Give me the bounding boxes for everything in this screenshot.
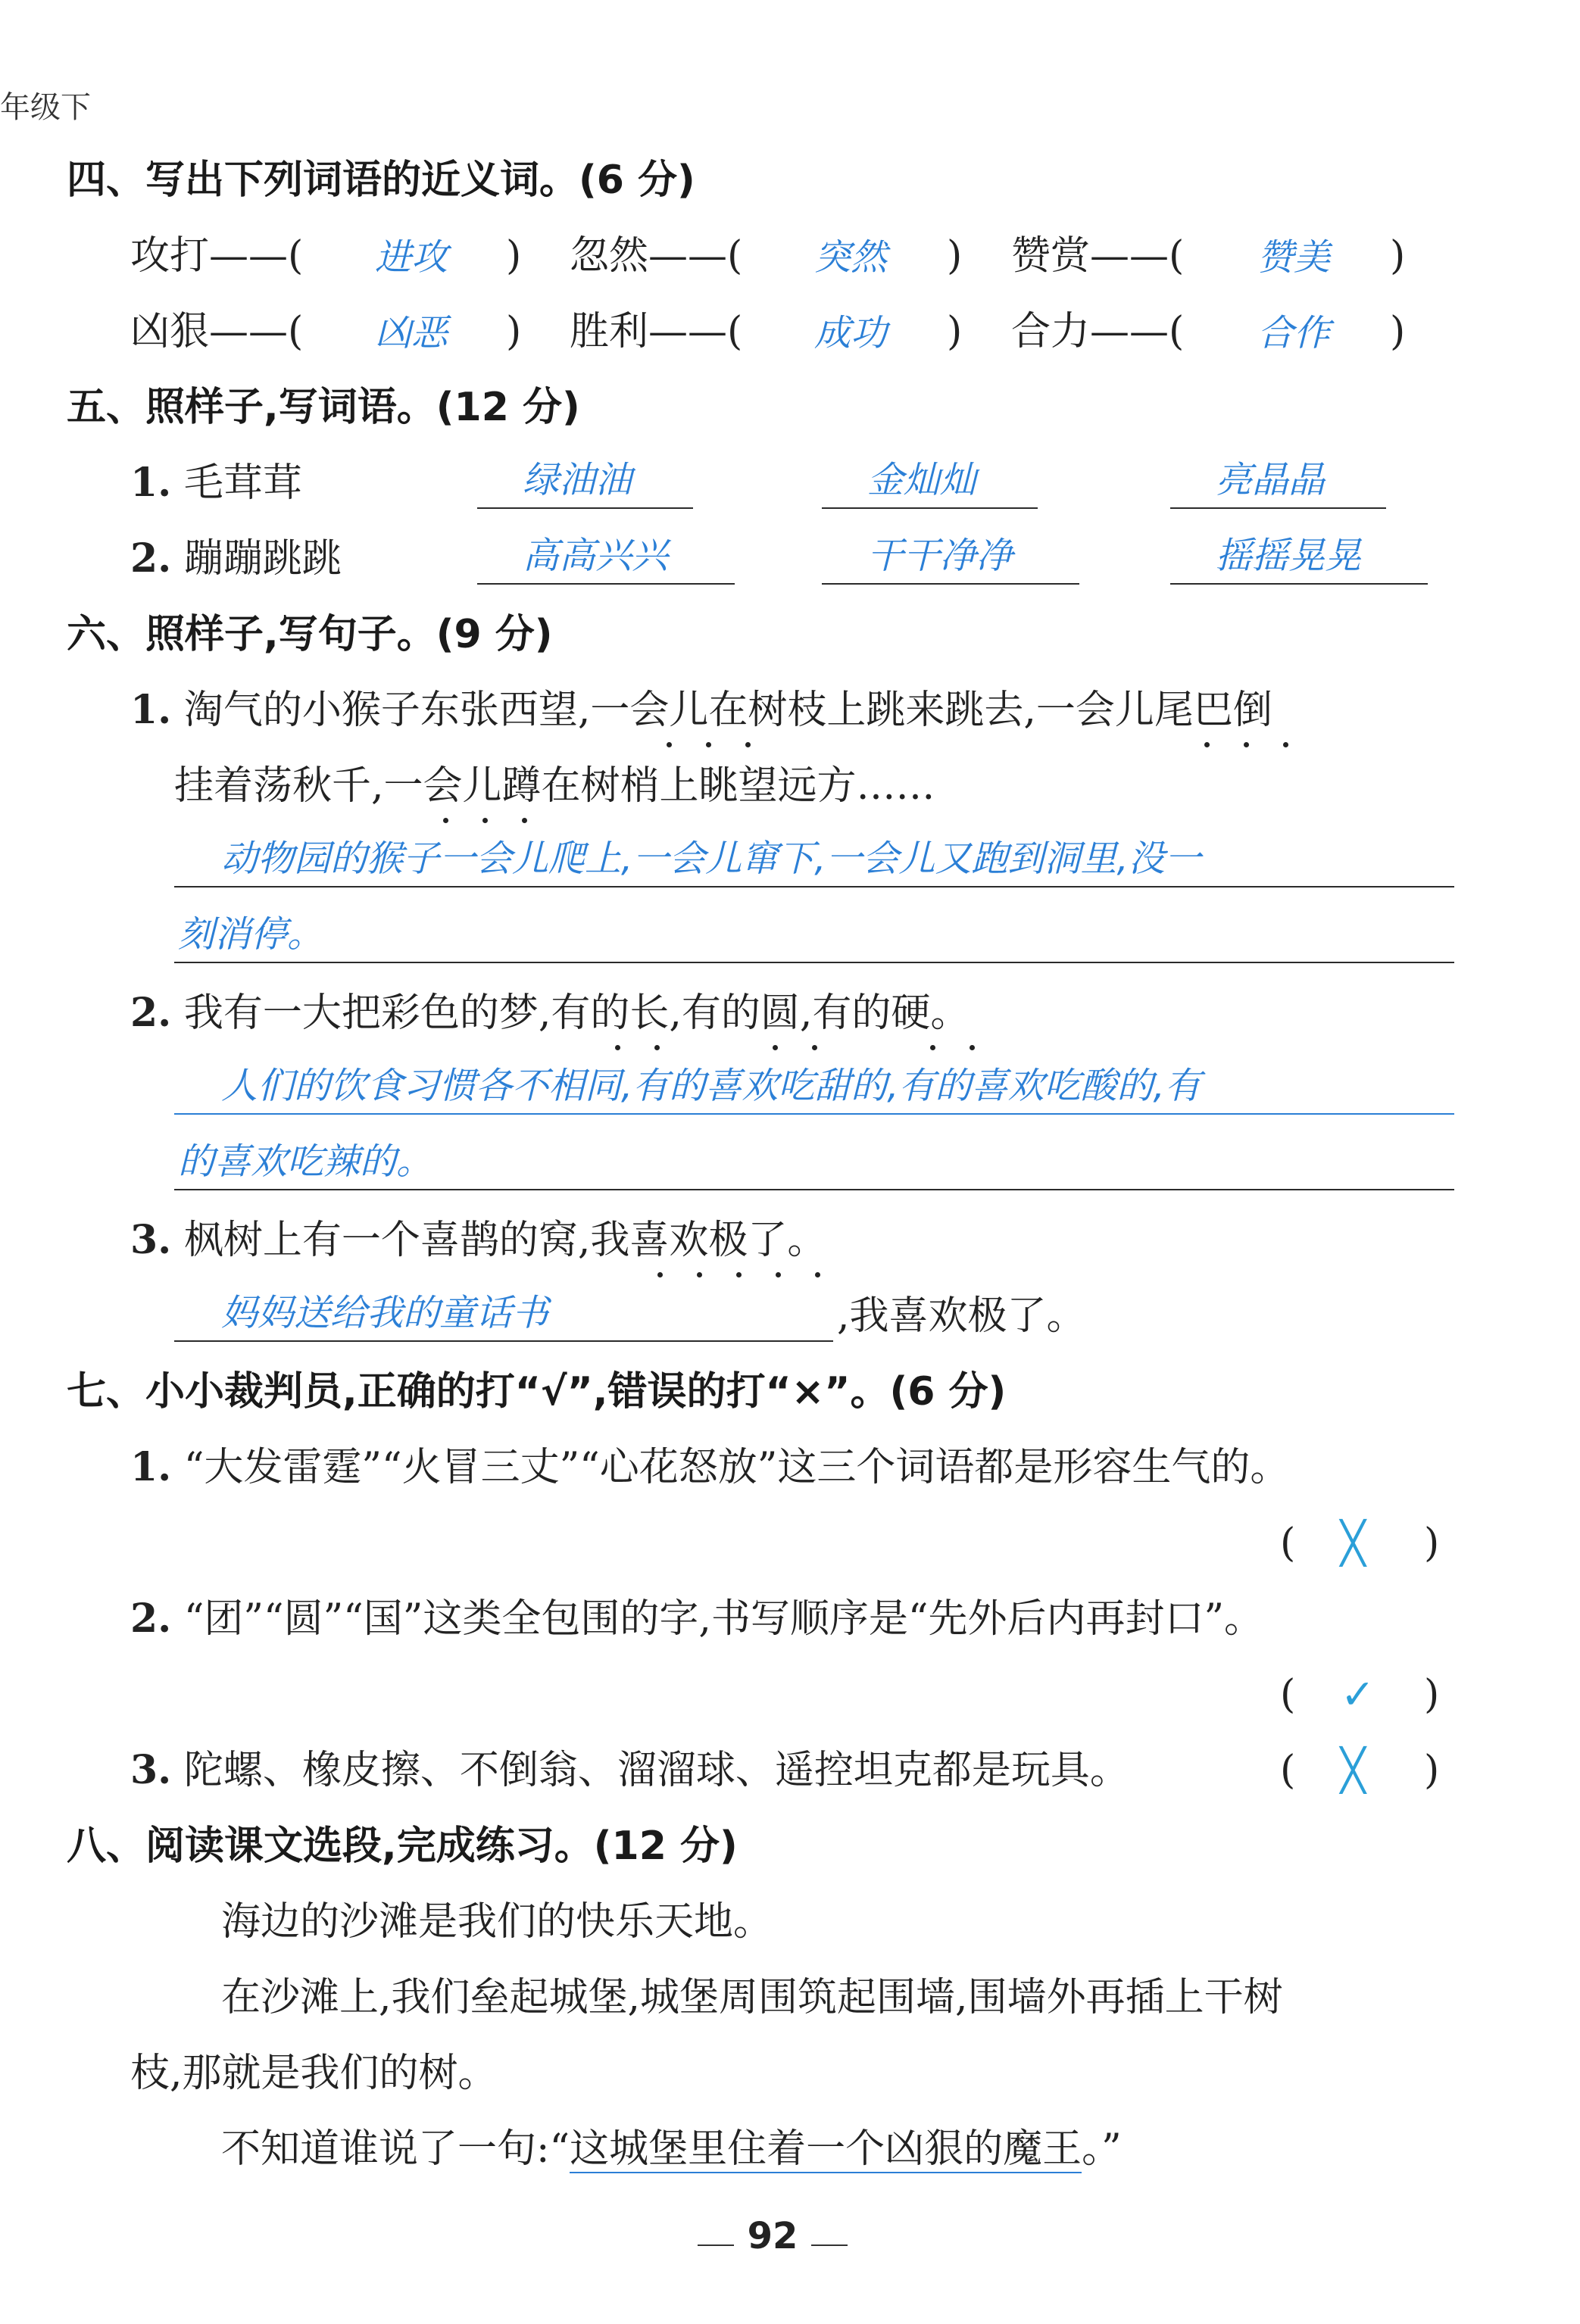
judge-statement: 2. “团”“圆”“国”这类全包围的字,书写顺序是“先外后内再封口”。 bbox=[130, 1596, 1264, 1642]
section-7-title: 七、小小裁判员,正确的打“√”,错误的打“×”。(6 分) bbox=[67, 1369, 1007, 1415]
synonym-answer: 成功 bbox=[814, 312, 888, 354]
check-mark: ✓ bbox=[1341, 1670, 1375, 1718]
emphasis-dot bbox=[615, 1045, 620, 1050]
synonym-word: 凶狠——( bbox=[130, 309, 304, 354]
synonym-answer: 突然 bbox=[814, 236, 888, 279]
answer-line bbox=[822, 583, 1079, 585]
emphasis-dot bbox=[815, 1272, 820, 1277]
answer-line bbox=[174, 886, 1454, 887]
close-paren: ) bbox=[506, 233, 522, 279]
sentence-line: 1. 淘气的小猴子东张西望,一会儿在树枝上跳来跳去,一会儿尾巴倒 bbox=[130, 687, 1272, 733]
emphasis-dot bbox=[812, 1045, 817, 1050]
pattern-answer: 干干净净 bbox=[867, 535, 1013, 577]
underlined-quote: 这城堡里住着一个凶狠的魔王 bbox=[570, 2126, 1082, 2172]
emphasis-dot bbox=[522, 818, 527, 823]
answer-line bbox=[174, 962, 1454, 963]
synonym-answer: 赞美 bbox=[1257, 236, 1331, 279]
synonym-word: 攻打——( bbox=[130, 233, 304, 279]
section-5-title: 五、照样子,写词语。(12 分) bbox=[67, 385, 580, 430]
passage-paragraph: 不知道谁说了一句:“这城堡里住着一个凶狠的魔王。” bbox=[221, 2126, 1122, 2172]
answer-line bbox=[1170, 507, 1386, 509]
close-paren: ) bbox=[947, 233, 963, 279]
sentence-line: 挂着荡秋千,一会儿蹲在树梢上眺望远方…… bbox=[174, 763, 935, 809]
pattern-answer: 绿油油 bbox=[523, 459, 632, 501]
emphasis-dot bbox=[970, 1045, 975, 1050]
open-paren: ( bbox=[1280, 1672, 1296, 1717]
synonym-word: 赞赏——( bbox=[1011, 233, 1185, 279]
synonym-answer: 进攻 bbox=[375, 236, 448, 279]
emphasis-dot bbox=[1283, 742, 1288, 747]
sentence-answer: 动物园的猴子一会儿爬上,一会儿窜下,一会儿又跑到洞里,没一 bbox=[221, 838, 1201, 880]
section-6-title: 六、照样子,写句子。(9 分) bbox=[67, 612, 553, 657]
section-8-title: 八、阅读课文选段,完成练习。(12 分) bbox=[67, 1823, 738, 1869]
emphasis-dot bbox=[706, 742, 711, 747]
emphasis-dot bbox=[654, 1045, 660, 1050]
item-number: 2. 蹦蹦跳跳 bbox=[130, 535, 342, 582]
answer-line bbox=[174, 1189, 1454, 1190]
item-number: 1. 毛茸茸 bbox=[130, 460, 302, 506]
emphasis-dot bbox=[773, 1045, 778, 1050]
emphasis-dot bbox=[930, 1045, 935, 1050]
sentence-answer: 刻消停。 bbox=[178, 913, 324, 956]
synonym-answer: 合作 bbox=[1257, 312, 1331, 354]
synonym-word: 忽然——( bbox=[570, 233, 743, 279]
answer-line bbox=[477, 507, 693, 509]
page-number: 92 bbox=[747, 2215, 798, 2257]
close-paren: ) bbox=[506, 309, 522, 354]
synonym-answer: 凶恶 bbox=[375, 312, 448, 354]
close-paren: ) bbox=[1390, 233, 1406, 279]
judge-statement: 3. 陀螺、橡皮擦、不倒翁、溜溜球、遥控坦克都是玩具。 bbox=[130, 1747, 1129, 1793]
passage-paragraph: 海边的沙滩是我们的快乐天地。 bbox=[221, 1899, 773, 1945]
emphasis-dot bbox=[1244, 742, 1249, 747]
close-paren: ) bbox=[1424, 1672, 1440, 1717]
page-number-wrap bbox=[682, 2215, 863, 2257]
sentence-answer: 人们的饮食习惯各不相同,有的喜欢吃甜的,有的喜欢吃酸的,有 bbox=[221, 1065, 1201, 1107]
close-paren: ) bbox=[1424, 1748, 1440, 1793]
sentence-answer: 的喜欢吃辣的。 bbox=[178, 1140, 433, 1183]
emphasis-dot bbox=[443, 818, 448, 823]
answer-line bbox=[174, 1113, 1454, 1115]
emphasis-dot bbox=[667, 742, 672, 747]
sentence-tail: ,我喜欢极了。 bbox=[837, 1293, 1086, 1339]
sentence-line: 2. 我有一大把彩色的梦,有的长,有的圆,有的硬。 bbox=[130, 990, 970, 1036]
grade-label: 年级下 bbox=[0, 90, 91, 125]
close-paren: ) bbox=[1390, 309, 1406, 354]
passage-paragraph: 在沙滩上,我们垒起城堡,城堡周围筑起围墙,围墙外再插上干树 bbox=[221, 1975, 1283, 2020]
pattern-answer: 高高兴兴 bbox=[523, 535, 669, 577]
close-paren: ) bbox=[947, 309, 963, 354]
pattern-answer: 亮晶晶 bbox=[1216, 459, 1326, 501]
pattern-answer: 摇摇晃晃 bbox=[1216, 535, 1362, 577]
pattern-answer: 金灿灿 bbox=[867, 459, 977, 501]
answer-line bbox=[1170, 583, 1428, 585]
emphasis-dot bbox=[745, 742, 751, 747]
passage-paragraph: 枝,那就是我们的树。 bbox=[130, 2051, 498, 2096]
emphasis-dot bbox=[657, 1272, 663, 1277]
close-paren: ) bbox=[1424, 1521, 1440, 1566]
answer-line bbox=[822, 507, 1038, 509]
open-paren: ( bbox=[1280, 1748, 1296, 1793]
answer-line bbox=[477, 583, 735, 585]
footer-rule bbox=[698, 2244, 734, 2246]
cross-mark: ╳ bbox=[1341, 1519, 1366, 1567]
cross-mark: ╳ bbox=[1341, 1746, 1366, 1794]
open-paren: ( bbox=[1280, 1521, 1296, 1566]
emphasis-dot bbox=[776, 1272, 781, 1277]
sentence-answer: 妈妈送给我的童话书 bbox=[221, 1292, 549, 1334]
emphasis-dot bbox=[697, 1272, 702, 1277]
section-4-title: 四、写出下列词语的近义词。(6 分) bbox=[67, 158, 695, 203]
synonym-word: 胜利——( bbox=[570, 309, 743, 354]
judge-statement: 1. “大发雷霆”“火冒三丈”“心花怒放”这三个词语都是形容生气的。 bbox=[130, 1444, 1290, 1490]
emphasis-dot bbox=[736, 1272, 742, 1277]
emphasis-dot bbox=[482, 818, 488, 823]
answer-line bbox=[174, 1340, 833, 1342]
emphasis-dot bbox=[1204, 742, 1210, 747]
synonym-word: 合力——( bbox=[1011, 309, 1185, 354]
footer-rule bbox=[811, 2244, 848, 2246]
sentence-line: 3. 枫树上有一个喜鹊的窝,我喜欢极了。 bbox=[130, 1217, 827, 1263]
